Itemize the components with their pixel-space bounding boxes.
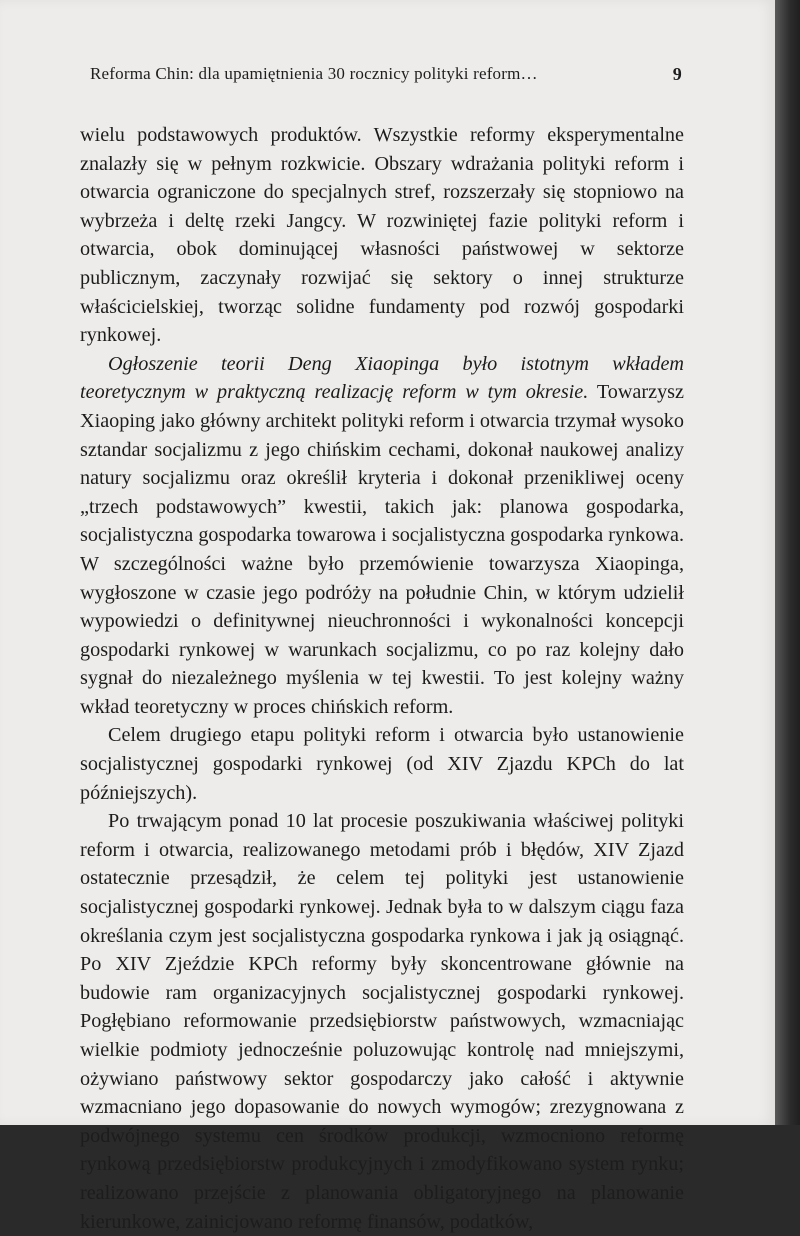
body-text bbox=[80, 121, 684, 1236]
running-title: Reforma Chin: dla upamiętnienia 30 rocznicy polityki reform… bbox=[90, 64, 538, 83]
paragraph-2 bbox=[80, 350, 684, 722]
page-edge-shadow bbox=[775, 0, 800, 1125]
paragraph-text: Po trwającym ponad 10 lat procesie poszukiwania właściwej polityki reform i otwarcia, realizowanego metodami prób i błędów, XIV Zjazd ostatecznie przesądził, że celem tej polityki jest ustanowienie socjalistycznej gospodarki rynkowej. Jednak była to w dalszym ciągu faza określania czym jest socjalistyczna gospodarka rynkowa i jak ją osiągnąć. Po XIV Zjeździe KPCh reformy były skoncentrowane głównie na budowie ram organizacyjnych socjalistycznej gospodarki rynkowej. Pogłębiano reformowanie przedsiębiorstw państwowych, wzmacniając wielkie podmioty jednocześnie poluzowując kontrolę nad mniejszymi, ożywiano państwowy sektor gospodarczy jako całość i aktywnie wzmacniano jego dopasowanie do nowych wymogów; zrezygnowana z podwójnego systemu cen środków produkcji, wzmocniono reformę rynkową przedsiębiorstw produkcyjnych i zmodyfikowano system rynku; realizowano przejście z planowania obligatoryjnego na planowanie kierunkowe, zainicjowano reformę finansów, podatków, bbox=[80, 810, 684, 1233]
paragraph-text: Celem drugiego etapu polityki reform i otwarcia było ustanowienie socjalistycznej gospodarki rynkowej (od XIV Zjazdu KPCh do lat późniejszych). bbox=[80, 724, 684, 804]
paragraph-text: Towarzysz Xiaoping jako główny architekt polityki reform i otwarcia trzymał wysoko sztandar socjalizmu z jego chińskim cechami, dokonał naukowej analizy natury socjalizmu oraz określił kryteria i dokonał przenikliwej oceny „trzech podstawowych” kwestii, takich jak: planowa gospodarka, socjalistyczna gospodarka towarowa i socjalistyczna gospodarka rynkowa. W szczególności ważne było przemówienie towarzysza Xiaopinga, wygłoszone w czasie jego podróży na południe Chin, w którym udzielił wypowiedzi o definitywnej nieuchronności i wykonalności koncepcji gospodarki rynkowej w warunkach socjalizmu, co po raz kolejny dało sygnał do niezależnego myślenia w tej kwestii. To jest kolejny ważny wkład teoretyczny w proces chińskich reform. bbox=[80, 381, 684, 718]
paragraph-1 bbox=[80, 121, 684, 350]
paragraph-text: wielu podstawowych produktów. Wszystkie reformy eksperymentalne znalazły się w pełnym rozkwicie. Obszary wdrażania polityki reform i otwarcia ograniczone do specjalnych stref, rozszerzały się stopniowo na wybrzeża i deltę rzeki Jangcy. W rozwiniętej fazie polityki reform i otwarcia, obok dominującej własności państwowej w sektorze publicznym, zaczynały rozwijać się sektory o innej strukturze właścicielskiej, tworząc solidne fundamenty pod rozwój gospodarki rynkowej. bbox=[80, 124, 684, 347]
paragraph-4 bbox=[80, 807, 684, 1236]
page-number: 9 bbox=[672, 64, 682, 84]
italic-lead: Ogłoszenie teorii Deng Xiaopinga było istotnym wkładem teoretycznym w praktyczną realizację reform w tym okresie. bbox=[80, 352, 684, 404]
paragraph-3 bbox=[80, 721, 684, 807]
